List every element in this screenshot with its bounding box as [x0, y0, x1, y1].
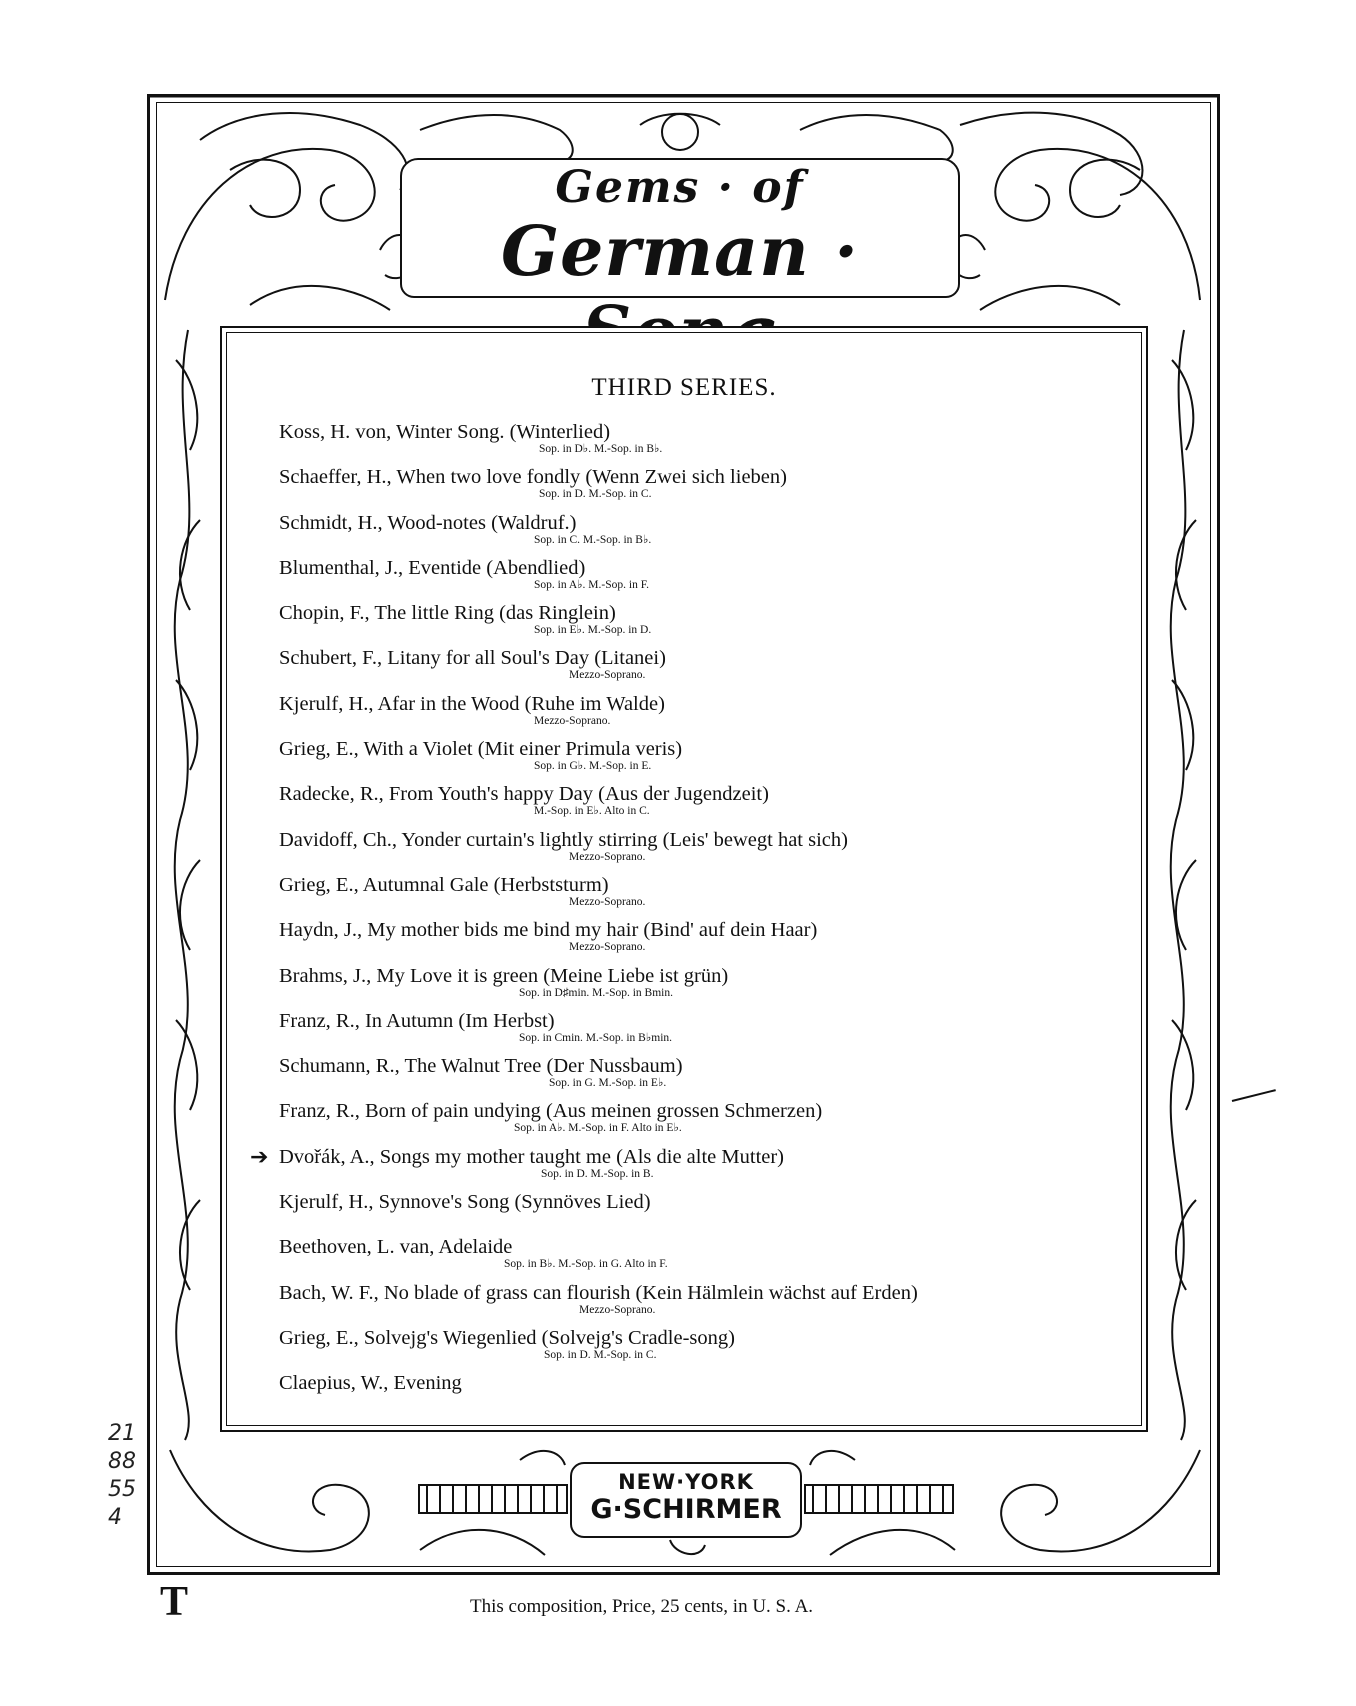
- song-entry: [279, 918, 1139, 963]
- song-voice-keys: Sop. in D. M.-Sop. in B.: [541, 1167, 654, 1180]
- song-entry: [279, 1326, 1139, 1371]
- corner-letter: T: [160, 1579, 189, 1625]
- song-voice-keys: Mezzo-Soprano.: [569, 669, 646, 682]
- song-voice-keys: Sop. in A♭. M.-Sop. in F. Alto in E♭.: [514, 1122, 682, 1135]
- song-entry: [279, 1054, 1139, 1099]
- song-title: Blumenthal, J., Eventide (Abendlied): [279, 556, 586, 579]
- title-german-song: German ·: [501, 212, 859, 292]
- song-entry: [279, 601, 1139, 646]
- song-entry: [279, 782, 1139, 827]
- song-entry: [279, 511, 1139, 556]
- song-voice-keys: Sop. in B♭. M.-Sop. in G. Alto in F.: [504, 1258, 668, 1271]
- song-entry: [279, 556, 1139, 601]
- margin-note: 88: [108, 1449, 136, 1474]
- song-entry: [279, 1371, 1139, 1416]
- song-voice-keys: Sop. in D. M.-Sop. in C.: [539, 488, 652, 501]
- song-voice-keys: Sop. in C. M.-Sop. in B♭.: [534, 533, 652, 546]
- song-title: Koss, H. von, Winter Song. (Winterlied): [279, 421, 611, 443]
- song-title: Grieg, E., Solvejg's Wiegenlied (Solvejg's Cradle-song): [279, 1326, 735, 1349]
- title-gems-of: Gems · of: [555, 162, 805, 213]
- song-entry: [279, 1099, 1139, 1144]
- song-title: Brahms, J., My Love it is green (Meine Liebe ist grün): [279, 964, 729, 987]
- song-title: Bach, W. F., No blade of grass can flourish (Kein Hälmlein wächst auf Erden): [279, 1281, 918, 1304]
- song-voice-keys: Sop. in D♭. M.-Sop. in B♭.: [539, 443, 663, 455]
- bead-rail-left: [418, 1484, 568, 1514]
- song-voice-keys: Sop. in D. M.-Sop. in C.: [544, 1348, 657, 1361]
- song-entry: [279, 828, 1139, 873]
- song-title: Franz, R., Born of pain undying (Aus meinen grossen Schmerzen): [279, 1100, 823, 1123]
- song-voice-keys: Mezzo-Soprano.: [569, 850, 646, 863]
- song-title: Radecke, R., From Youth's happy Day (Aus der Jugendzeit): [279, 783, 769, 806]
- song-voice-keys: Mezzo-Soprano.: [579, 1303, 656, 1316]
- footer-price-note: This composition, Price, 25 cents, in U. S. A.: [470, 1596, 814, 1617]
- song-voice-keys: Sop. in D♯min. M.-Sop. in Bmin.: [519, 986, 673, 999]
- song-entry: [279, 692, 1139, 737]
- song-entry: [279, 646, 1139, 691]
- song-voice-keys: Sop. in E♭. M.-Sop. in D.: [534, 624, 652, 637]
- song-voice-keys: Sop. in G. M.-Sop. in E♭.: [549, 1077, 667, 1090]
- song-title: Claepius, W., Evening: [279, 1372, 462, 1395]
- song-title: Kjerulf, H., Afar in the Wood (Ruhe im Walde): [279, 692, 665, 715]
- song-entry: [279, 1009, 1139, 1054]
- series-heading: THIRD SERIES.: [591, 374, 777, 401]
- song-entry: [279, 1190, 1139, 1235]
- song-entry: [279, 465, 1139, 510]
- song-list: [279, 420, 1139, 1417]
- song-voice-keys: Sop. in A♭. M.-Sop. in F.: [534, 578, 650, 591]
- song-voice-keys: Sop. in G♭. M.-Sop. in E.: [534, 760, 652, 773]
- song-title: Haydn, J., My mother bids me bind my hair (Bind' auf dein Haar): [279, 919, 818, 942]
- margin-note: 55: [108, 1477, 136, 1502]
- song-title: Schumann, R., The Walnut Tree (Der Nussbaum): [279, 1055, 683, 1078]
- handwritten-margin-notes: [108, 1420, 136, 1532]
- song-title: Schmidt, H., Wood-notes (Waldruf.): [279, 511, 577, 534]
- song-entry: [279, 1145, 1139, 1190]
- song-voice-keys: Mezzo-Soprano.: [569, 941, 646, 954]
- song-voice-keys: Sop. in Cmin. M.-Sop. in B♭min.: [519, 1031, 673, 1044]
- song-title: Dvořák, A., Songs my mother taught me (Als die alte Mutter): [279, 1145, 785, 1168]
- song-title: Davidoff, Ch., Yonder curtain's lightly stirring (Leis' bewegt hat sich): [279, 828, 848, 851]
- pointing-arrow-icon: ➔: [250, 1143, 269, 1169]
- song-title: Schaeffer, H., When two love fondly (Wenn Zwei sich lieben): [279, 466, 787, 489]
- publisher-name: G·SCHIRMER: [590, 1494, 782, 1525]
- margin-note: 4: [108, 1505, 122, 1530]
- song-title: Chopin, F., The little Ring (das Ringlein): [279, 602, 616, 625]
- song-title: Grieg, E., Autumnal Gale (Herbststurm): [279, 873, 609, 896]
- song-title: Beethoven, L. van, Adelaide: [279, 1236, 513, 1259]
- song-title: Franz, R., In Autumn (Im Herbst): [279, 1009, 555, 1032]
- song-entry: [279, 1281, 1139, 1326]
- song-title: Kjerulf, H., Synnove's Song (Synnöves Lied): [279, 1191, 651, 1214]
- song-entry: [279, 737, 1139, 782]
- song-entry: [279, 1235, 1139, 1280]
- song-voice-keys: Mezzo-Soprano.: [534, 714, 611, 727]
- song-voice-keys: Mezzo-Soprano.: [569, 895, 646, 908]
- song-entry: [279, 873, 1139, 918]
- song-title: Grieg, E., With a Violet (Mit einer Primula veris): [279, 738, 683, 761]
- song-title: Schubert, F., Litany for all Soul's Day (Litanei): [279, 647, 666, 670]
- bead-rail-right: [804, 1484, 954, 1514]
- song-voice-keys: M.-Sop. in E♭. Alto in C.: [534, 805, 650, 818]
- margin-note: 21: [108, 1421, 136, 1446]
- song-entry: [279, 420, 1139, 465]
- song-entry: [279, 964, 1139, 1009]
- publisher-city: NEW·YORK: [618, 1470, 754, 1494]
